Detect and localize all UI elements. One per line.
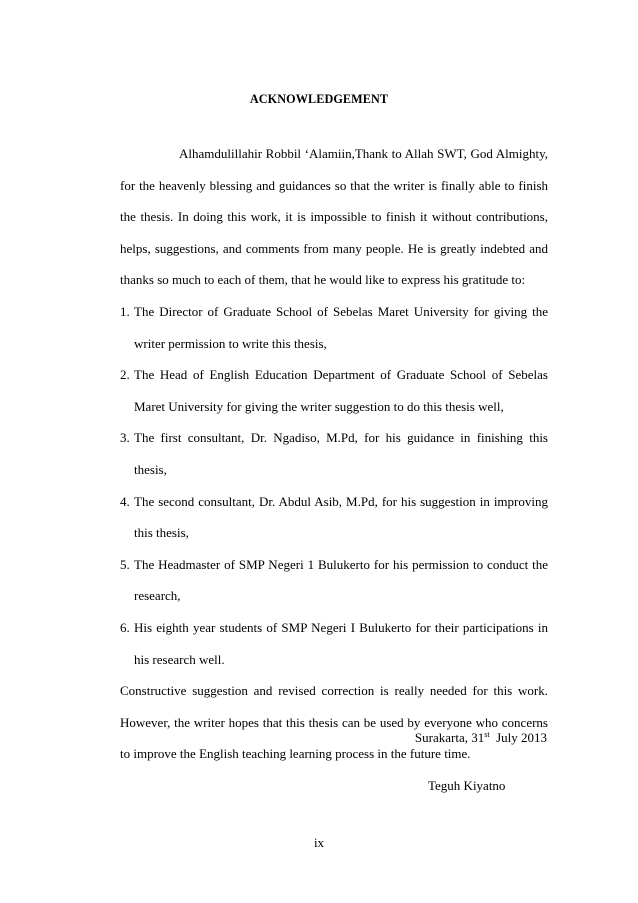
date-ordinal-suffix: st xyxy=(484,730,490,739)
list-item-text: The second consultant, Dr. Abdul Asib, M.Pd, for his suggestion in improving this thesis, xyxy=(134,493,548,541)
list-item-number: 5. xyxy=(120,556,130,572)
opening-paragraph: Alhamdulillahir Robbil ‘Alamiin,Thank to Allah SWT, God Almighty, for the heavenly blessing and guidances so that the writer is finally able to finish the thesis. In doing this work, it is impossible to finish it without contributions, helps, suggestions, and comments from many people. He is greatly indebted and thanks so much to each of them, that he would like to express his gratitude to: xyxy=(120,146,548,288)
list-item-number: 3. xyxy=(120,430,130,446)
page-title: ACKNOWLEDGEMENT xyxy=(249,92,389,106)
document-body xyxy=(120,138,548,770)
place-date-prefix: Surakarta, 31 xyxy=(414,730,485,745)
signer-name: Teguh Kiyatno xyxy=(428,778,506,793)
place-date-rest: July 2013 xyxy=(489,730,547,745)
list-item xyxy=(120,486,548,549)
list-item xyxy=(120,422,548,485)
list-item-number: 1. xyxy=(120,303,130,319)
place-and-date xyxy=(415,730,547,746)
list-item xyxy=(120,359,548,422)
list-item-number: 4. xyxy=(120,493,130,509)
page-number: ix xyxy=(313,835,325,850)
list-item xyxy=(120,549,548,612)
list-item-number: 2. xyxy=(120,367,130,383)
list-item xyxy=(120,612,548,675)
closing-paragraph: Constructive suggestion and revised correction is really needed for this work. However, the writer hopes that this thesis can be used by everyone who concerns to improve the English teaching learning process in the future time. xyxy=(120,683,548,762)
list-item-text: The Director of Graduate School of Sebelas Maret University for giving the writer permission to write this thesis, xyxy=(134,303,548,351)
list-item-number: 6. xyxy=(120,619,130,635)
list-item-text: The Head of English Education Department of Graduate School of Sebelas Maret University for giving the writer suggestion to do this thesis well, xyxy=(134,367,548,414)
list-item-text: The first consultant, Dr. Ngadiso, M.Pd, for his guidance in finishing this thesis, xyxy=(134,430,548,477)
list-item xyxy=(120,296,548,359)
list-item-text: His eighth year students of SMP Negeri I Bulukerto for their participations in his research well. xyxy=(134,619,548,667)
gratitude-list xyxy=(120,296,548,675)
list-item-text: The Headmaster of SMP Negeri 1 Bulukerto for his permission to conduct the research, xyxy=(134,556,548,604)
